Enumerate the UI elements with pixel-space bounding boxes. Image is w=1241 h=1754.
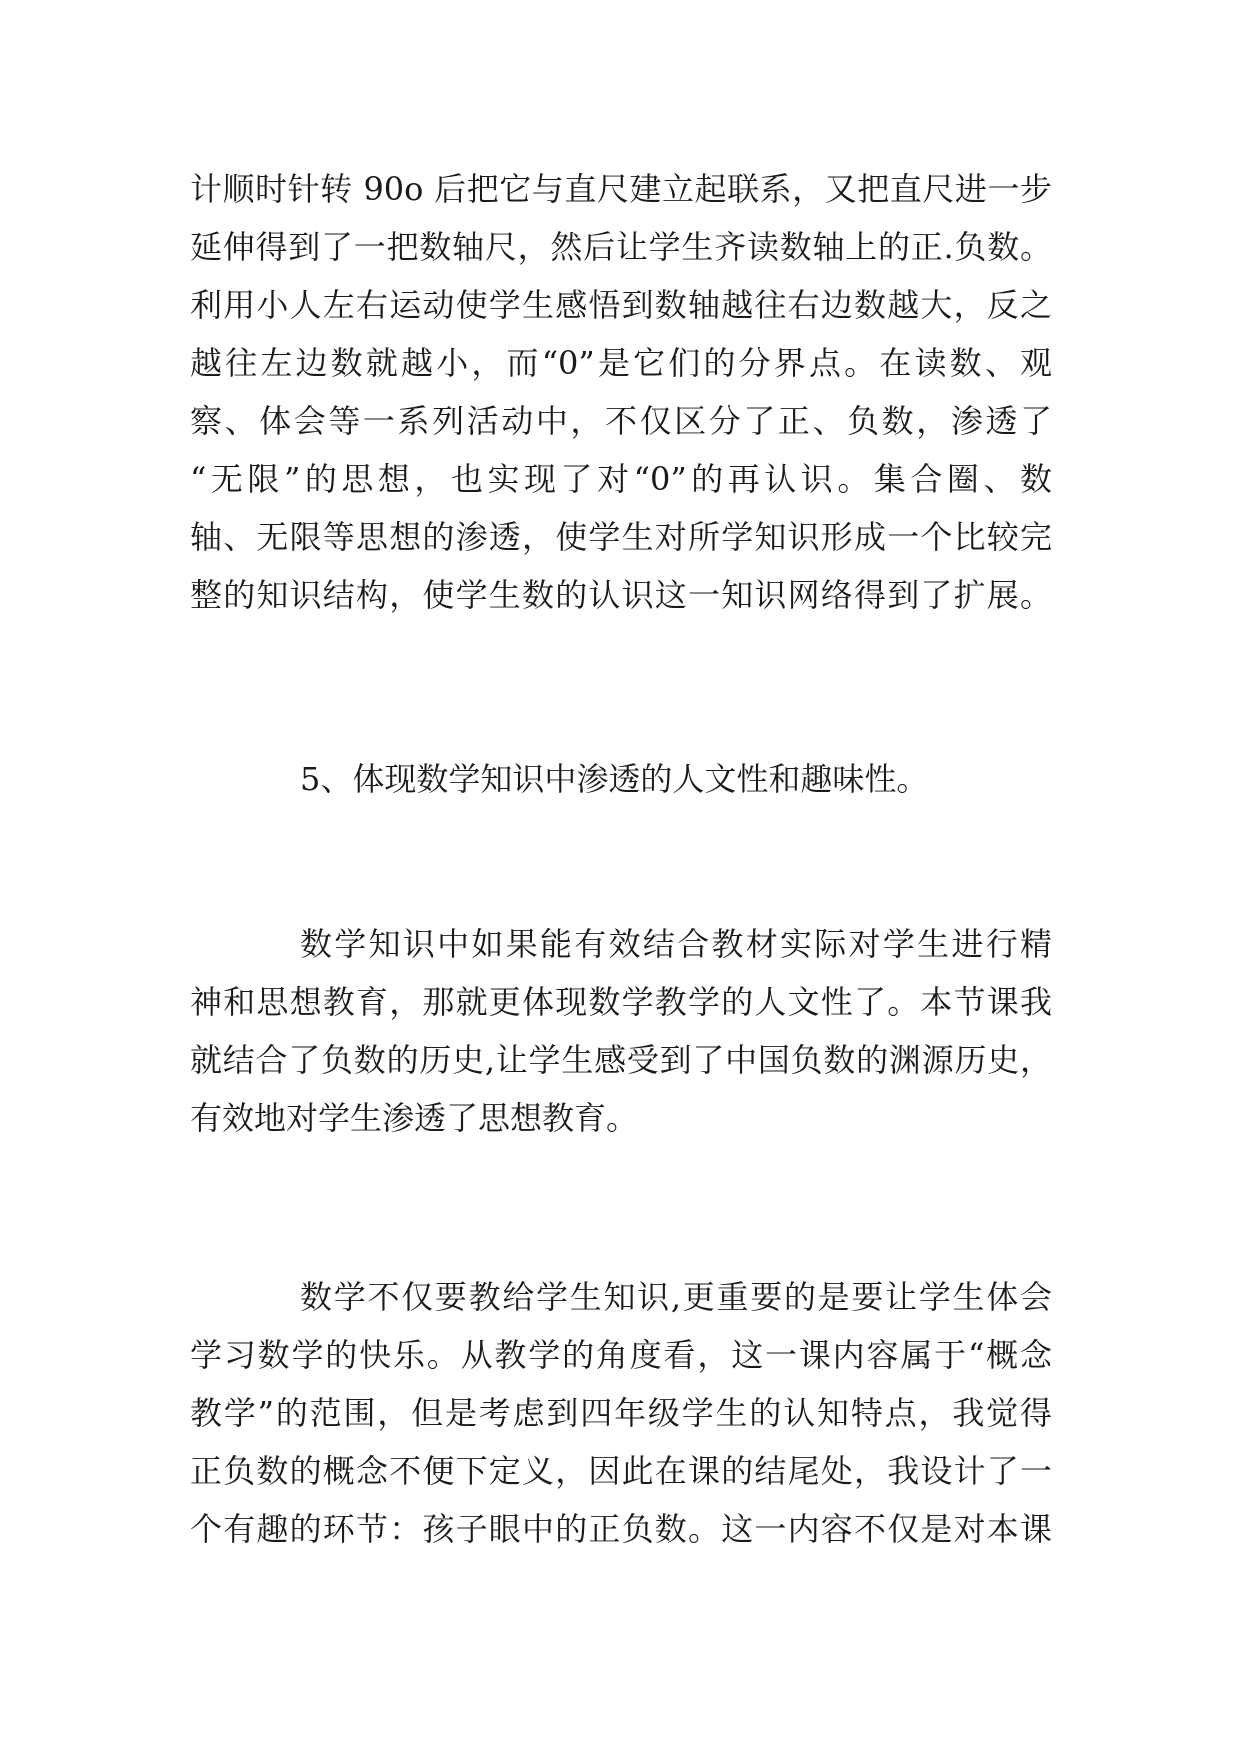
text-line: 神和思想教育，那就更体现数学教学的人文性了。本节课我 [190,983,1052,1021]
text-line: 正负数的概念不便下定义，因此在课的结尾处，我设计了一 [190,1452,1052,1490]
text-line: 数学知识中如果能有效结合教材实际对学生进行精 [300,925,1052,963]
text-line: 延伸得到了一把数轴尺，然后让学生齐读数轴上的正.负数。 [190,228,1052,266]
text-line: 越往左边数就越小，而“0”是它们的分界点。在读数、观 [190,344,1052,382]
text-line: 利用小人左右运动使学生感悟到数轴越往右边数越大，反之 [190,286,1052,324]
text-line: 学习数学的快乐。从教学的角度看，这一课内容属于“概念 [190,1336,1052,1374]
text-line: 就结合了负数的历史,让学生感受到了中国负数的渊源历史， [190,1041,1052,1079]
heading-text: 5、体现数学知识中渗透的人文性和趣味性。 [300,760,929,798]
text-line: 教学”的范围，但是考虑到四年级学生的认知特点，我觉得 [190,1394,1052,1432]
text-line: 整的知识结构，使学生数的认识这一知识网络得到了扩展。 [190,576,1052,614]
paragraph-humanistic [190,915,1052,1147]
text-line: 轴、无限等思想的渗透，使学生对所学知识形成一个比较完 [190,518,1052,556]
paragraph-number-line [190,160,1052,624]
section-heading-5 [300,750,1060,808]
text-line: 个有趣的环节：孩子眼中的正负数。这一内容不仅是对本课 [190,1510,1052,1548]
text-line: 有效地对学生渗透了思想教育。 [190,1099,639,1137]
paragraph-fun [190,1268,1052,1558]
text-line: 计顺时针转 90o 后把它与直尺建立起联系，又把直尺进一步 [190,170,1052,208]
text-line: 察、体会等一系列活动中，不仅区分了正、负数，渗透了 [190,402,1052,440]
text-line: 数学不仅要教给学生知识,更重要的是要让学生体会 [300,1278,1052,1316]
text-line: “无限”的思想，也实现了对“0”的再认识。集合圈、数 [190,460,1052,498]
